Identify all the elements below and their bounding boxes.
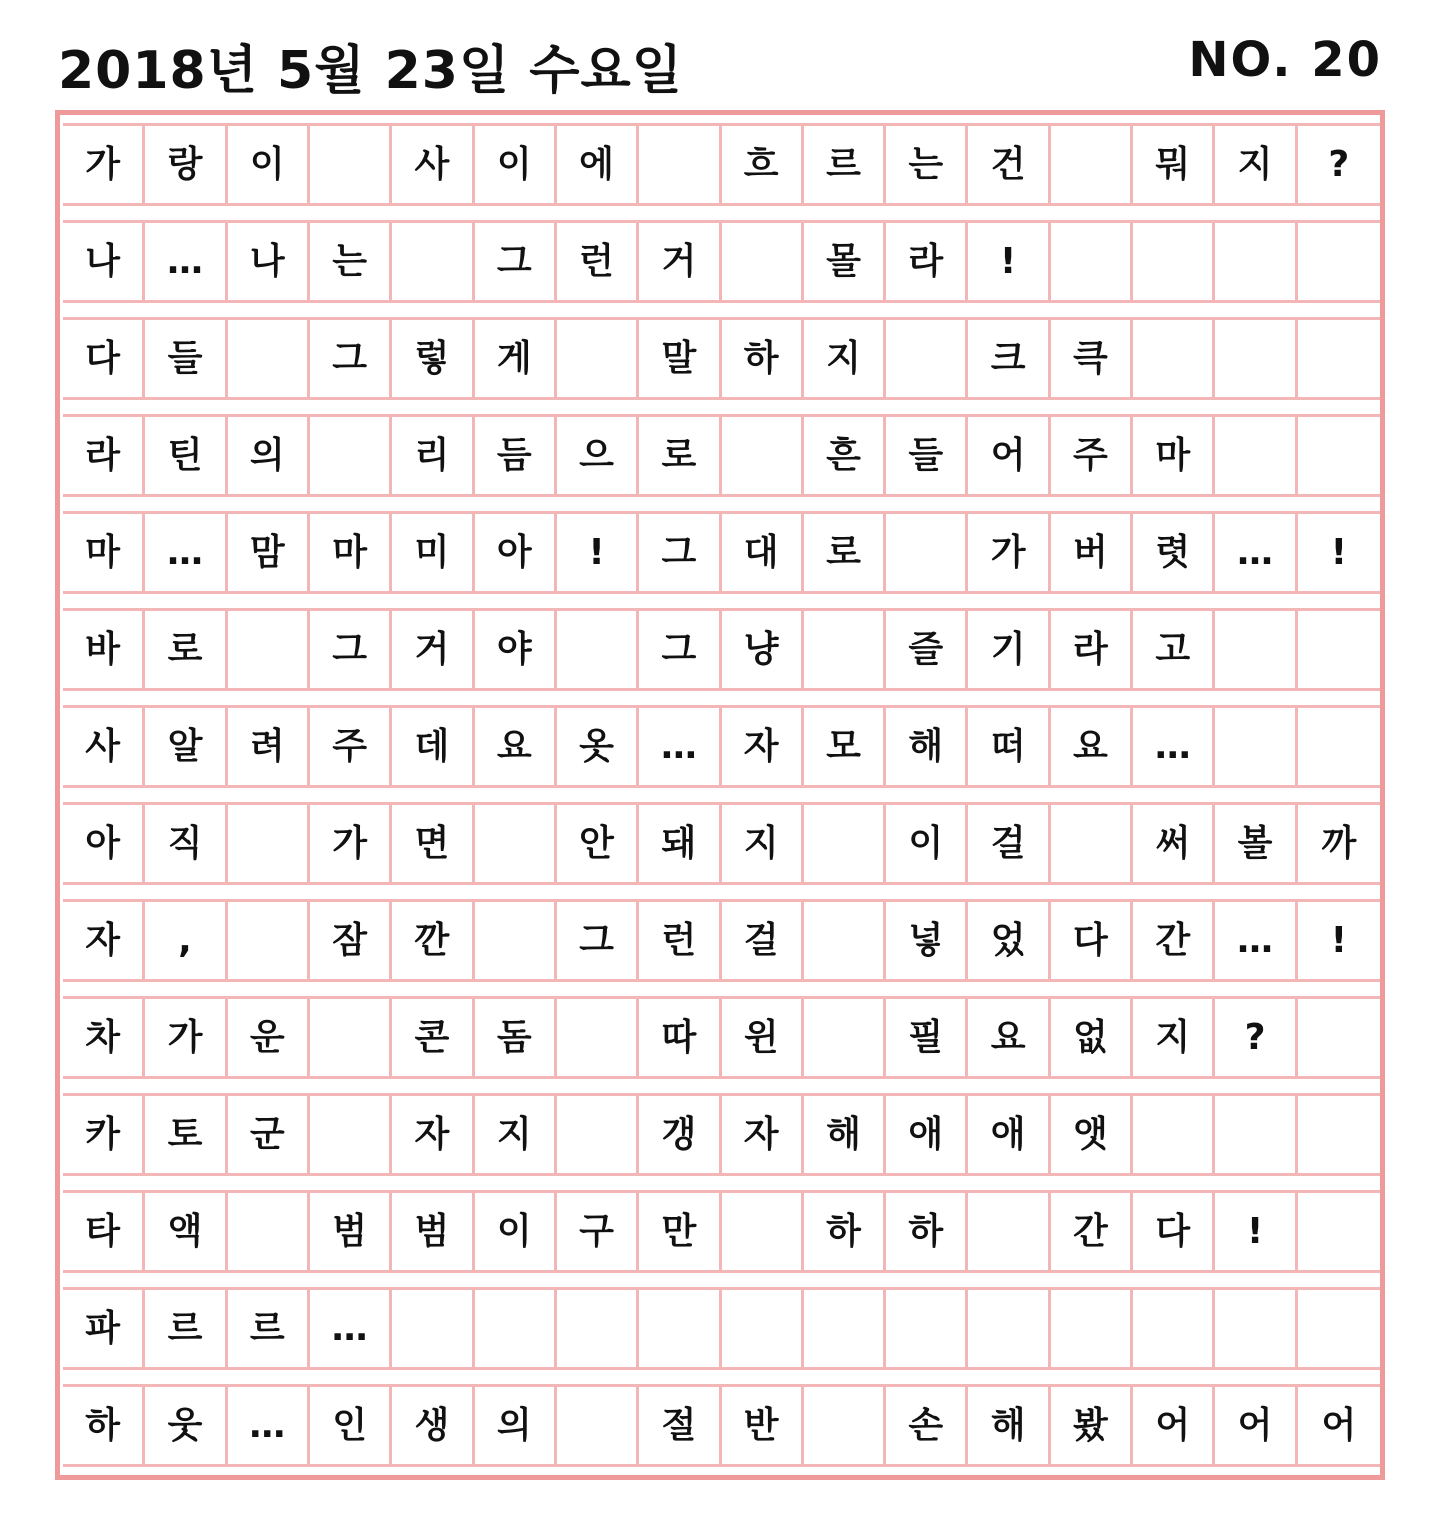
grid-cell: 걸	[722, 902, 804, 979]
grid-cell: 냥	[722, 611, 804, 688]
grid-cell: 웃	[145, 1387, 227, 1464]
grid-cell	[1215, 417, 1297, 494]
grid-cell: 는	[886, 126, 968, 203]
grid-cell	[1215, 611, 1297, 688]
grid-cell: 흐	[722, 126, 804, 203]
grid-cell: 마	[63, 514, 145, 591]
grid-cell: 요	[1051, 708, 1133, 785]
grid-row	[63, 220, 1380, 303]
grid-cell: 가	[968, 514, 1050, 591]
grid-cell: 로	[145, 611, 227, 688]
grid-cell: 으	[557, 417, 639, 494]
grid-cell: !	[1330, 531, 1348, 573]
grid-cell	[886, 1290, 968, 1367]
grid-cell: !	[1215, 1193, 1297, 1270]
grid-cell: 걸	[968, 805, 1050, 882]
grid-cell: 뭐	[1133, 126, 1215, 203]
grid-cell	[475, 902, 557, 979]
grid-cell: 절	[639, 1387, 721, 1464]
grid-cell: 차	[63, 999, 145, 1076]
grid-cell	[722, 1290, 804, 1367]
grid-cell: 흔	[804, 417, 886, 494]
grid-row	[63, 1190, 1380, 1273]
grid-cell: 거	[392, 611, 474, 688]
grid-cell: 필	[886, 999, 968, 1076]
grid-cell	[1298, 999, 1380, 1076]
grid-cell: 마	[1133, 417, 1215, 494]
grid-cell: 라	[63, 417, 145, 494]
grid-cell: 액	[145, 1193, 227, 1270]
grid-row	[63, 1093, 1380, 1176]
grid-cell: 야	[475, 611, 557, 688]
grid-cell: 범	[392, 1193, 474, 1270]
grid-cell: 로	[804, 514, 886, 591]
grid-row	[63, 608, 1380, 691]
grid-cell: 생	[392, 1387, 474, 1464]
grid-cell: 다	[1133, 1193, 1215, 1270]
grid-cell	[1298, 1193, 1380, 1270]
grid-cell: 렇	[392, 320, 474, 397]
grid-cell: 어	[1215, 1387, 1297, 1464]
grid-cell: …	[228, 1387, 310, 1464]
grid-cell: 간	[1051, 1193, 1133, 1270]
grid-cell	[804, 1387, 886, 1464]
grid-cell: 의	[475, 1387, 557, 1464]
grid-cell: 그	[475, 223, 557, 300]
grid-cell: 의	[228, 417, 310, 494]
grid-cell: 지	[1133, 999, 1215, 1076]
grid-cell: ?	[1328, 143, 1350, 185]
grid-cell: 이	[475, 126, 557, 203]
grid-cell	[310, 126, 392, 203]
grid-cell	[557, 999, 639, 1076]
grid-cell: …	[145, 514, 227, 591]
grid-cell: 대	[722, 514, 804, 591]
grid-cell: 가	[63, 126, 145, 203]
grid-cell: 르	[804, 126, 886, 203]
grid-cell: 안	[557, 805, 639, 882]
grid-cell	[557, 611, 639, 688]
grid-cell	[557, 1096, 639, 1173]
grid-cell: 떠	[968, 708, 1050, 785]
grid-cell: 지	[722, 805, 804, 882]
grid-cell	[475, 1290, 557, 1367]
grid-cell: 지	[475, 1096, 557, 1173]
grid-cell: 리	[392, 417, 474, 494]
grid-cell: 사	[63, 708, 145, 785]
grid-cell	[804, 611, 886, 688]
grid-cell: 요	[475, 708, 557, 785]
grid-cell	[228, 611, 310, 688]
grid-cell: 르	[145, 1290, 227, 1367]
grid-cell	[1298, 223, 1380, 300]
grid-cell: 르	[228, 1290, 310, 1367]
grid-cell: 어	[1321, 1404, 1357, 1446]
grid-cell	[1051, 1290, 1133, 1367]
grid-cell: ,	[145, 902, 227, 979]
grid-cell: 바	[63, 611, 145, 688]
grid-cell	[228, 1193, 310, 1270]
grid-cell: 간	[1133, 902, 1215, 979]
grid-cell: 말	[639, 320, 721, 397]
grid-cell: 맘	[228, 514, 310, 591]
grid-cell	[1215, 223, 1297, 300]
grid-cell	[557, 1290, 639, 1367]
grid-cell: 반	[722, 1387, 804, 1464]
grid-cell: 사	[392, 126, 474, 203]
grid-row	[63, 511, 1380, 594]
grid-row	[63, 414, 1380, 497]
grid-cell	[1215, 1290, 1297, 1367]
grid-cell: 없	[1051, 999, 1133, 1076]
grid-cell: 어	[1133, 1387, 1215, 1464]
grid-cell	[228, 902, 310, 979]
grid-cell	[722, 223, 804, 300]
grid-cell	[639, 1290, 721, 1367]
grid-cell: 구	[557, 1193, 639, 1270]
grid-cell: 들	[145, 320, 227, 397]
grid-cell: 해	[886, 708, 968, 785]
grid-cell: 다	[1051, 902, 1133, 979]
grid-cell	[968, 1193, 1050, 1270]
grid-cell: 어	[968, 417, 1050, 494]
grid-cell: 큭	[1051, 320, 1133, 397]
grid-cell	[804, 999, 886, 1076]
grid-cell: 애	[968, 1096, 1050, 1173]
grid-cell: …	[1133, 708, 1215, 785]
grid-cell: 자	[63, 902, 145, 979]
grid-cell: 다	[63, 320, 145, 397]
grid-cell	[557, 1387, 639, 1464]
grid-cell: 토	[145, 1096, 227, 1173]
grid-cell: 콘	[392, 999, 474, 1076]
grid-cell: 자	[722, 1096, 804, 1173]
grid-cell	[1133, 1096, 1215, 1173]
manuscript-grid	[55, 110, 1385, 1480]
grid-cell	[392, 223, 474, 300]
grid-cell: 마	[310, 514, 392, 591]
grid-cell: 라	[1051, 611, 1133, 688]
grid-cell: 아	[475, 514, 557, 591]
grid-cell	[804, 805, 886, 882]
grid-cell	[310, 417, 392, 494]
grid-cell: 그	[639, 611, 721, 688]
grid-cell: 버	[1051, 514, 1133, 591]
grid-cell: 까	[1321, 822, 1357, 864]
grid-cell: 이	[886, 805, 968, 882]
grid-cell: 따	[639, 999, 721, 1076]
grid-cell: 자	[722, 708, 804, 785]
grid-cell: 하	[722, 320, 804, 397]
grid-cell	[310, 999, 392, 1076]
grid-cell: 에	[557, 126, 639, 203]
grid-cell	[1215, 1096, 1297, 1173]
grid-cell: 그	[310, 611, 392, 688]
grid-cell: 잠	[310, 902, 392, 979]
grid-cell: 파	[63, 1290, 145, 1367]
grid-row	[63, 1287, 1380, 1370]
grid-cell: …	[310, 1290, 392, 1367]
grid-cell: 써	[1133, 805, 1215, 882]
grid-cell: 카	[63, 1096, 145, 1173]
grid-cell	[1215, 708, 1297, 785]
grid-cell: !	[968, 223, 1050, 300]
grid-cell: …	[1215, 514, 1297, 591]
grid-cell	[1298, 1290, 1380, 1367]
grid-cell: 게	[475, 320, 557, 397]
grid-cell: 데	[392, 708, 474, 785]
grid-cell	[1133, 1290, 1215, 1367]
grid-cell: 그	[310, 320, 392, 397]
grid-cell: 타	[63, 1193, 145, 1270]
grid-cell: 손	[886, 1387, 968, 1464]
grid-cell: !	[1330, 919, 1348, 961]
grid-cell: 해	[804, 1096, 886, 1173]
grid-cell: …	[639, 708, 721, 785]
grid-cell: 군	[228, 1096, 310, 1173]
grid-cell: 가	[310, 805, 392, 882]
grid-cell: 알	[145, 708, 227, 785]
grid-cell: 랑	[145, 126, 227, 203]
grid-cell: 봤	[1051, 1387, 1133, 1464]
grid-cell	[557, 320, 639, 397]
grid-cell: 고	[1133, 611, 1215, 688]
grid-cell: …	[145, 223, 227, 300]
grid-row	[63, 123, 1380, 206]
grid-cell: 가	[145, 999, 227, 1076]
grid-cell: 렷	[1133, 514, 1215, 591]
grid-row	[63, 317, 1380, 400]
grid-cell: ?	[1215, 999, 1297, 1076]
grid-cell	[228, 805, 310, 882]
grid-cell: 주	[1051, 417, 1133, 494]
grid-cell: 하	[886, 1193, 968, 1270]
grid-cell: 요	[968, 999, 1050, 1076]
grid-cell: 옷	[557, 708, 639, 785]
grid-cell: 돔	[475, 999, 557, 1076]
grid-cell	[475, 805, 557, 882]
grid-cell: 는	[310, 223, 392, 300]
grid-cell	[886, 514, 968, 591]
grid-cell: 직	[145, 805, 227, 882]
grid-cell	[1051, 126, 1133, 203]
grid-cell: 해	[968, 1387, 1050, 1464]
grid-cell: 이	[475, 1193, 557, 1270]
diary-date: 2018년 5월 23일 수요일	[58, 41, 683, 101]
grid-cell: 었	[968, 902, 1050, 979]
grid-row	[63, 705, 1380, 788]
grid-cell: …	[1215, 902, 1297, 979]
grid-cell: 런	[639, 902, 721, 979]
grid-cell: 애	[886, 1096, 968, 1173]
grid-cell	[1298, 611, 1380, 688]
grid-cell: 지	[804, 320, 886, 397]
grid-cell: 크	[968, 320, 1050, 397]
grid-cell: 지	[1215, 126, 1297, 203]
grid-cell: 만	[639, 1193, 721, 1270]
grid-cell: 즐	[886, 611, 968, 688]
grid-cell	[1133, 320, 1215, 397]
grid-cell: 그	[639, 514, 721, 591]
grid-cell: 나	[228, 223, 310, 300]
grid-cell: 기	[968, 611, 1050, 688]
grid-cell	[1298, 708, 1380, 785]
grid-row	[63, 802, 1380, 885]
grid-cell: 로	[639, 417, 721, 494]
grid-cell: 이	[228, 126, 310, 203]
grid-cell: 하	[804, 1193, 886, 1270]
grid-cell: 런	[557, 223, 639, 300]
grid-cell: 앳	[1051, 1096, 1133, 1173]
grid-cell	[1298, 1096, 1380, 1173]
grid-cell	[1133, 223, 1215, 300]
grid-cell	[310, 1096, 392, 1173]
grid-cell: 려	[228, 708, 310, 785]
grid-cell	[1215, 320, 1297, 397]
grid-cell	[1051, 223, 1133, 300]
grid-cell	[1298, 417, 1380, 494]
grid-cell: 넣	[886, 902, 968, 979]
grid-row	[63, 899, 1380, 982]
grid-cell: 운	[228, 999, 310, 1076]
grid-cell	[1051, 805, 1133, 882]
grid-row	[63, 996, 1380, 1079]
grid-cell: 듬	[475, 417, 557, 494]
grid-cell	[722, 417, 804, 494]
grid-cell: 하	[63, 1387, 145, 1464]
grid-cell: 볼	[1215, 805, 1297, 882]
grid-cell: 건	[968, 126, 1050, 203]
grid-cell: 모	[804, 708, 886, 785]
grid-cell	[1298, 320, 1380, 397]
grid-row	[63, 1384, 1380, 1467]
grid-cell: 미	[392, 514, 474, 591]
grid-cell: 나	[63, 223, 145, 300]
grid-cell: 깐	[392, 902, 474, 979]
grid-cell: 돼	[639, 805, 721, 882]
grid-cell: 아	[63, 805, 145, 882]
grid-cell: 윈	[722, 999, 804, 1076]
grid-cell	[804, 902, 886, 979]
grid-cell: 라	[886, 223, 968, 300]
grid-cell: 인	[310, 1387, 392, 1464]
grid-cell: 자	[392, 1096, 474, 1173]
grid-cell: 그	[557, 902, 639, 979]
grid-cell: 갱	[639, 1096, 721, 1173]
grid-cell: 범	[310, 1193, 392, 1270]
grid-cell: 들	[886, 417, 968, 494]
grid-cell	[722, 1193, 804, 1270]
page-number: NO. 20	[1188, 32, 1382, 88]
grid-cell	[804, 1290, 886, 1367]
grid-cell	[639, 126, 721, 203]
grid-cell: 주	[310, 708, 392, 785]
grid-cell	[968, 1290, 1050, 1367]
grid-cell: 거	[639, 223, 721, 300]
grid-cell	[886, 320, 968, 397]
grid-cell: 면	[392, 805, 474, 882]
grid-cell	[392, 1290, 474, 1367]
grid-cell: 몰	[804, 223, 886, 300]
grid-cell	[228, 320, 310, 397]
grid-cell: !	[557, 514, 639, 591]
grid-cell: 틴	[145, 417, 227, 494]
